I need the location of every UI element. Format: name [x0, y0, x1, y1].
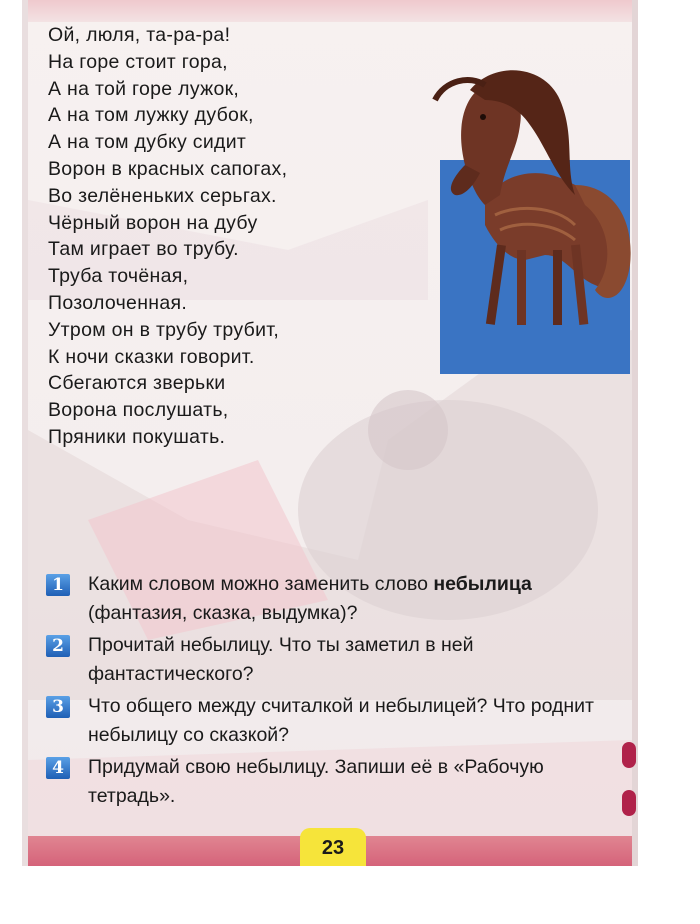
poem-line: Сбегаются зверьки: [48, 372, 226, 395]
questions-list: [46, 570, 616, 814]
poem-line: Во зелёненьких серьгах.: [48, 184, 277, 207]
poem-line: Чёрный ворон на дубу: [48, 211, 258, 234]
question-text: Придумай свою небылицу. Запиши её в «Рабочую тетрадь».: [88, 756, 544, 807]
poem-line: Ворона послушать,: [48, 399, 229, 422]
poem-line: Утром он в трубу трубит,: [48, 318, 280, 341]
question-text: Прочитай небылицу. Что ты заметил в ней фантастического?: [88, 634, 474, 685]
poem-line: А на том дубку сидит: [48, 131, 247, 154]
question-number-badge: 3: [46, 696, 70, 718]
question-number-badge: 2: [46, 635, 70, 657]
poem-line: Пряники покушать.: [48, 425, 226, 448]
poem-line: На горе стоит гора,: [48, 50, 228, 73]
poem-line: Там играет во трубу.: [48, 238, 239, 261]
page-number: 23: [300, 828, 366, 866]
poem-line: Труба точёная,: [48, 265, 189, 288]
question-item: [46, 570, 616, 628]
question-number-badge: 1: [46, 574, 70, 596]
straw-horse-icon: [425, 55, 632, 335]
question-text: (фантазия, сказка, выдумка)?: [88, 602, 358, 624]
question-item: [46, 753, 616, 811]
poem-line: Позолоченная.: [48, 291, 188, 314]
textbook-page: [28, 0, 632, 866]
poem-line: Ворон в красных сапогах,: [48, 157, 288, 180]
question-text: Что общего между считалкой и небылицей? Что роднит небылицу со сказкой?: [88, 695, 594, 746]
page-edge-right: [632, 0, 638, 866]
question-item: [46, 631, 616, 689]
poem-line: К ночи сказки говорит.: [48, 345, 255, 368]
question-number-badge: 4: [46, 757, 70, 779]
poem-line: А на той горе лужок,: [48, 77, 240, 100]
question-item: [46, 692, 616, 750]
poem-line: А на том лужку дубок,: [48, 104, 254, 127]
poem-line: Ой, люля, та-ра-ра!: [48, 24, 231, 46]
poem: [48, 22, 428, 451]
margin-decoration: [622, 790, 636, 816]
question-text: Каким словом можно заменить слово: [88, 573, 428, 595]
margin-decoration: [622, 742, 636, 768]
question-keyword: небылица: [433, 573, 532, 595]
